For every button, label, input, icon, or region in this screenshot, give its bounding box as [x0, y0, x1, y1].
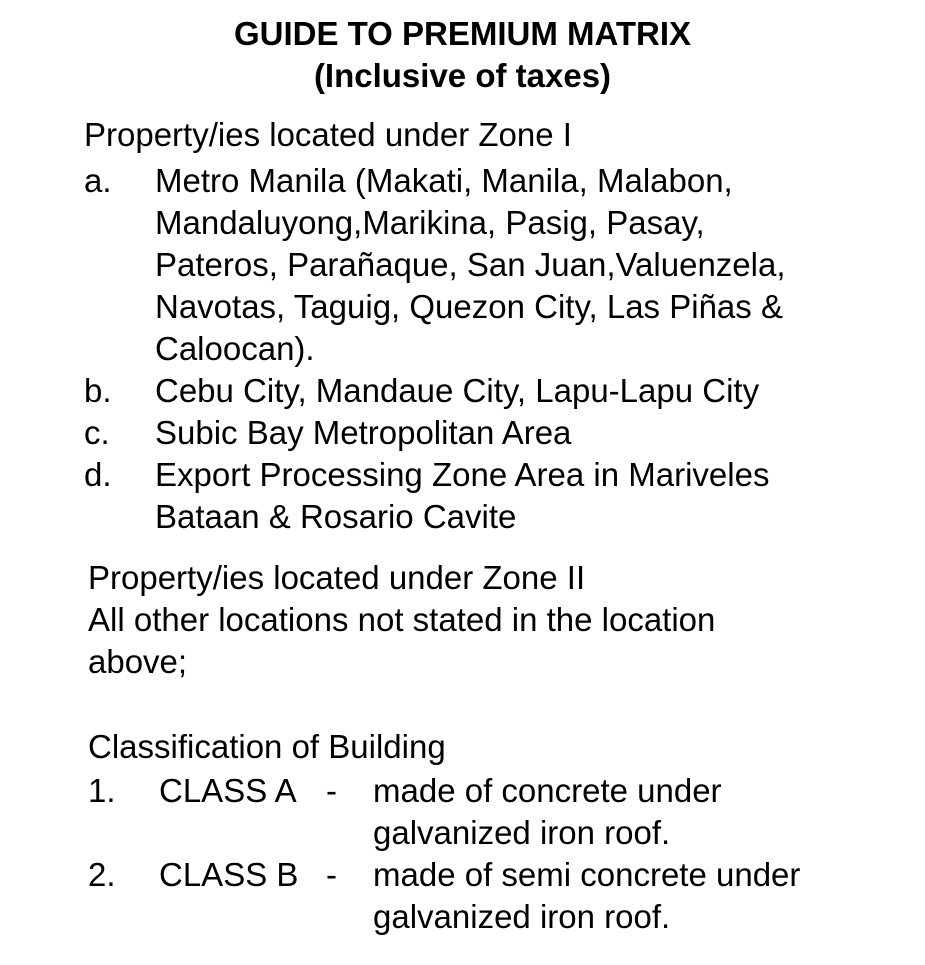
zone2-description-cont: above; [88, 643, 188, 680]
class-separator: - [326, 856, 337, 893]
list-marker: d. [84, 456, 112, 493]
text-line: galvanized iron roof. [373, 898, 671, 935]
text-line: Cebu City, Mandaue City, Lapu-Lapu City [155, 372, 760, 409]
text-line: Pateros, Parañaque, San Juan,Valuenzela, [155, 246, 786, 283]
document-subtitle: (Inclusive of taxes) [313, 57, 612, 94]
list-marker: a. [84, 162, 112, 199]
text-line: made of concrete under [373, 772, 722, 809]
class-name: CLASS A [159, 772, 297, 809]
text-line: Subic Bay Metropolitan Area [155, 414, 572, 451]
text-line: Metro Manila (Makati, Manila, Malabon, [155, 162, 733, 199]
list-item-text [155, 370, 759, 412]
list-number: 1. [88, 772, 116, 809]
list-item-text [155, 160, 786, 370]
list-item-text [155, 412, 571, 454]
class-description [373, 854, 800, 938]
text-line: Bataan & Rosario Cavite [155, 498, 517, 535]
class-separator: - [326, 772, 337, 809]
list-item [84, 454, 786, 538]
list-item [88, 854, 800, 938]
list-item [88, 770, 800, 854]
class-description [373, 770, 722, 854]
list-number: 2. [88, 856, 116, 893]
list-item [84, 160, 786, 370]
text-line: Mandaluyong,Marikina, Pasig, Pasay, [155, 204, 705, 241]
zone2-description: All other locations not stated in the location [88, 601, 716, 638]
list-marker: c. [84, 414, 110, 451]
list-item [84, 412, 786, 454]
list-item-text [155, 454, 769, 538]
text-line: Caloocan). [155, 330, 315, 367]
zone2-heading: Property/ies located under Zone II [88, 559, 586, 596]
classification-heading: Classification of Building [88, 728, 446, 765]
text-line: Export Processing Zone Area in Mariveles [155, 456, 770, 493]
list-item [84, 370, 786, 412]
building-class-list [88, 770, 800, 938]
class-name: CLASS B [159, 856, 299, 893]
document-title: GUIDE TO PREMIUM MATRIX [233, 15, 692, 52]
text-line: galvanized iron roof. [373, 814, 671, 851]
text-line: Navotas, Taguig, Quezon City, Las Piñas & [155, 288, 783, 325]
list-marker: b. [84, 372, 112, 409]
text-line: made of semi concrete under [373, 856, 801, 893]
zone1-location-list [84, 160, 786, 538]
zone1-heading: Property/ies located under Zone I [84, 116, 572, 153]
